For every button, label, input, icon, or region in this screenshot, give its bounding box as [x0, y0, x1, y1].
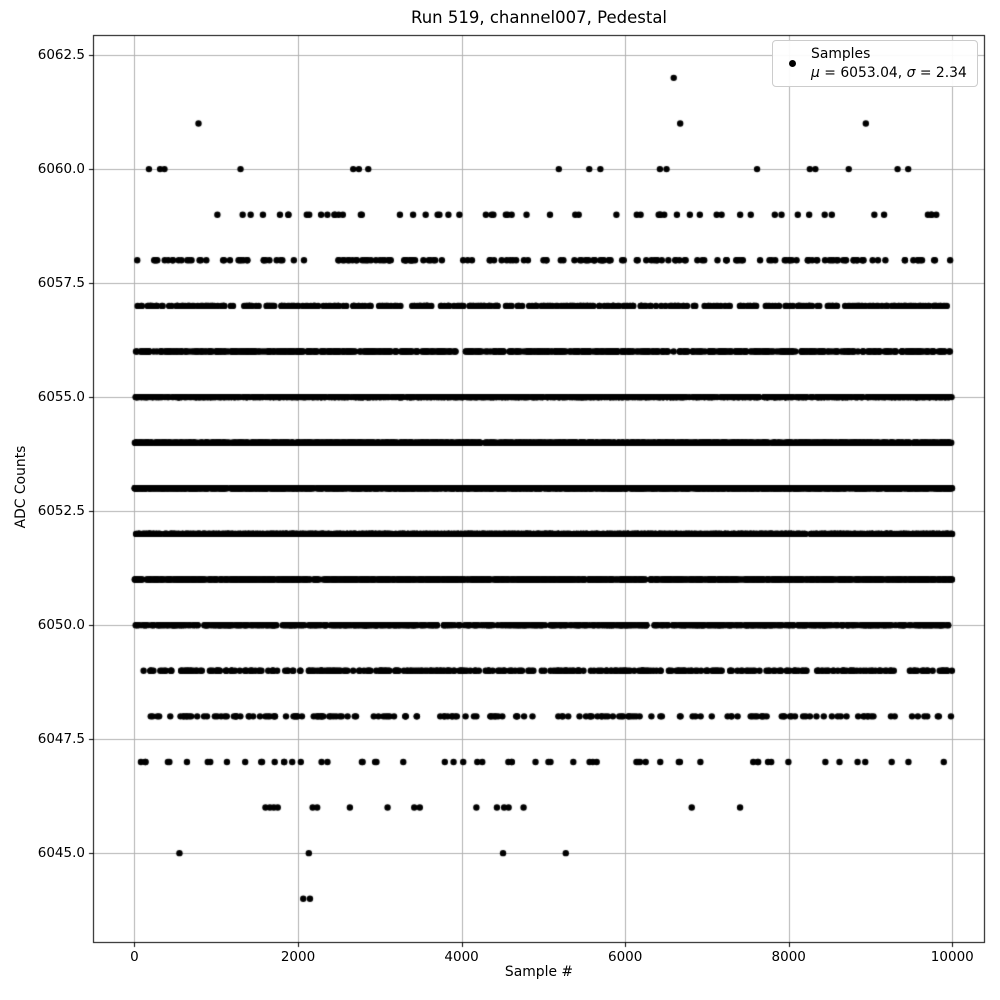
legend-mu-symbol: μ [811, 64, 820, 81]
x-tick-label: 10000 [930, 949, 974, 965]
legend-sigma-value: 2.34 [935, 64, 967, 81]
legend-marker-dot-icon [789, 60, 796, 67]
legend-series-label: Samples [811, 45, 871, 62]
legend [772, 40, 978, 87]
x-tick-label: 0 [130, 949, 139, 965]
y-tick-label: 6057.5 [37, 275, 85, 292]
y-tick-label: 6062.5 [37, 47, 85, 64]
legend-mu-eq: = [819, 64, 841, 81]
y-tick-label: 6045.0 [37, 845, 85, 862]
y-tick-label: 6052.5 [37, 503, 85, 520]
x-tick-label: 8000 [771, 949, 806, 965]
legend-mu-value: 6053.04 [840, 64, 898, 81]
legend-text [811, 45, 967, 83]
x-axis-label: Sample # [504, 964, 574, 980]
legend-sigma-eq: = [915, 64, 936, 81]
legend-marker-column [773, 60, 811, 67]
x-tick-label: 4000 [444, 949, 479, 965]
legend-separator: , [897, 64, 907, 81]
x-tick-label: 6000 [607, 949, 643, 965]
x-tick-label: 2000 [280, 949, 316, 965]
y-tick-label: 6060.0 [37, 161, 85, 178]
y-tick-label: 6050.0 [37, 617, 85, 634]
y-tick-label: 6047.5 [37, 731, 85, 748]
y-tick-label: 6055.0 [37, 389, 85, 406]
y-axis-label: ADC Counts [13, 445, 29, 529]
legend-stats-line [811, 64, 967, 83]
legend-sigma-symbol: σ [906, 64, 916, 81]
